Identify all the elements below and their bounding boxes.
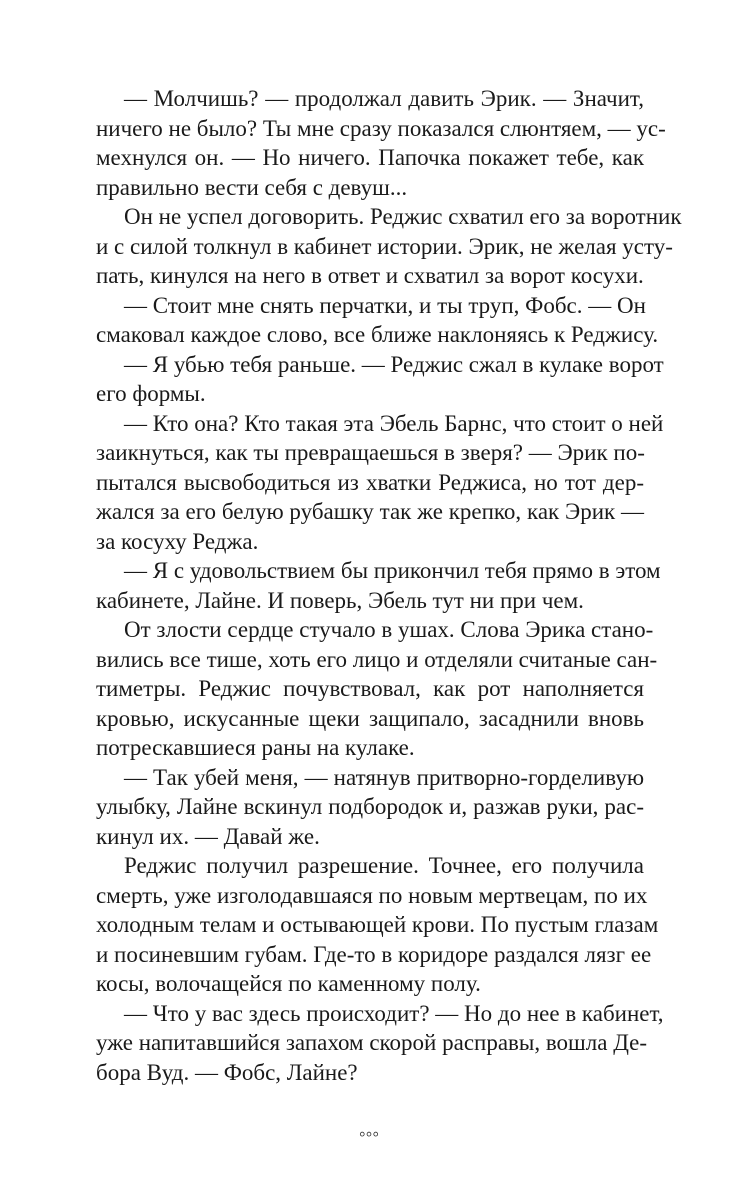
text-line: кинул их. — Давай же.	[96, 823, 320, 849]
text-line: Реджис получил разрешение. Точнее, его получила	[124, 853, 644, 878]
text-line: кровью, искусанные щеки защипало, засаднили вновь	[96, 705, 644, 731]
text-line: — Я с удовольствием бы прикончил тебя прямо в этом	[124, 558, 661, 583]
text-line: улыбку, Лайне вскинул подбородок и, разжав руки, рас-	[96, 794, 644, 819]
text-line: — Я убью тебя раньше. — Реджис сжал в кулаке ворот	[124, 351, 664, 377]
text-line: уже напитавшийся запахом скорой расправы, вошла Де-	[96, 1030, 648, 1055]
text-line: заикнуться, как ты превращаешься в зверя? — Эрик по-	[96, 440, 645, 465]
text-line: мехнулся он. — Но ничего. Папочка покажет тебе, как	[96, 145, 644, 170]
text-line: кабинете, Лайне. И поверь, Эбель тут ни при чем.	[96, 587, 584, 613]
text-line: пать, кинулся на него в ответ и схватил за ворот косухи.	[96, 263, 644, 288]
text-line: бора Вуд. — Фобс, Лайне?	[96, 1059, 358, 1085]
text-line: его формы.	[96, 381, 206, 406]
text-line: смерть, уже изголодавшаяся по новым мертвецам, по их	[96, 882, 648, 908]
text-line: — Стоит мне снять перчатки, и ты труп, Фобс. — Он	[124, 292, 646, 318]
text-line: тиметры. Реджис почувствовал, как рот наполняется	[96, 676, 644, 701]
text-line: От злости сердце стучало в ушах. Слова Эрика стано-	[124, 617, 654, 642]
text-line: жался за его белую рубашку так же крепко, как Эрик —	[96, 499, 644, 524]
text-line: за косуху Реджа.	[96, 528, 259, 554]
text-line: и посиневшим губам. Где-то в коридоре раздался лязг ее	[96, 941, 652, 967]
text-line: потрескавшиеся раны на кулаке.	[96, 735, 415, 760]
text-line: косы, волочащейся по каменному полу.	[96, 971, 481, 996]
text-line: — Кто она? Кто такая эта Эбель Барнс, что стоит о ней	[124, 410, 664, 436]
text-line: пытался высвободиться из хватки Реджиса, но тот дер-	[96, 469, 644, 495]
text-line: смаковал каждое слово, все ближе наклоняясь к Реджису.	[96, 322, 659, 347]
text-line: вились все тише, хоть его лицо и отделяли считаные сан-	[96, 646, 658, 672]
text-line: Он не успел договорить. Реджис схватил его за воротник	[124, 204, 682, 229]
text-line: ничего не было? Ты мне сразу показался слюнтяем, — ус-	[96, 115, 666, 141]
text-line: холодным телам и остывающей крови. По пустым глазам	[96, 912, 659, 937]
text-line: — Молчишь? — продолжал давить Эрик. — Значит,	[124, 86, 644, 111]
text-line: и с силой толкнул в кабинет истории. Эрик, не желая усту-	[96, 233, 673, 259]
text-line: — Так убей меня, — натянув притворно-горделивую	[124, 764, 644, 790]
text-line: — Что у вас здесь происходит? — Но до нее в кабинет,	[124, 1000, 664, 1026]
text-line: правильно вести себя с девуш...	[96, 174, 408, 200]
page-number: ◦◦◦	[358, 1124, 380, 1145]
page-body-text	[96, 84, 682, 1087]
